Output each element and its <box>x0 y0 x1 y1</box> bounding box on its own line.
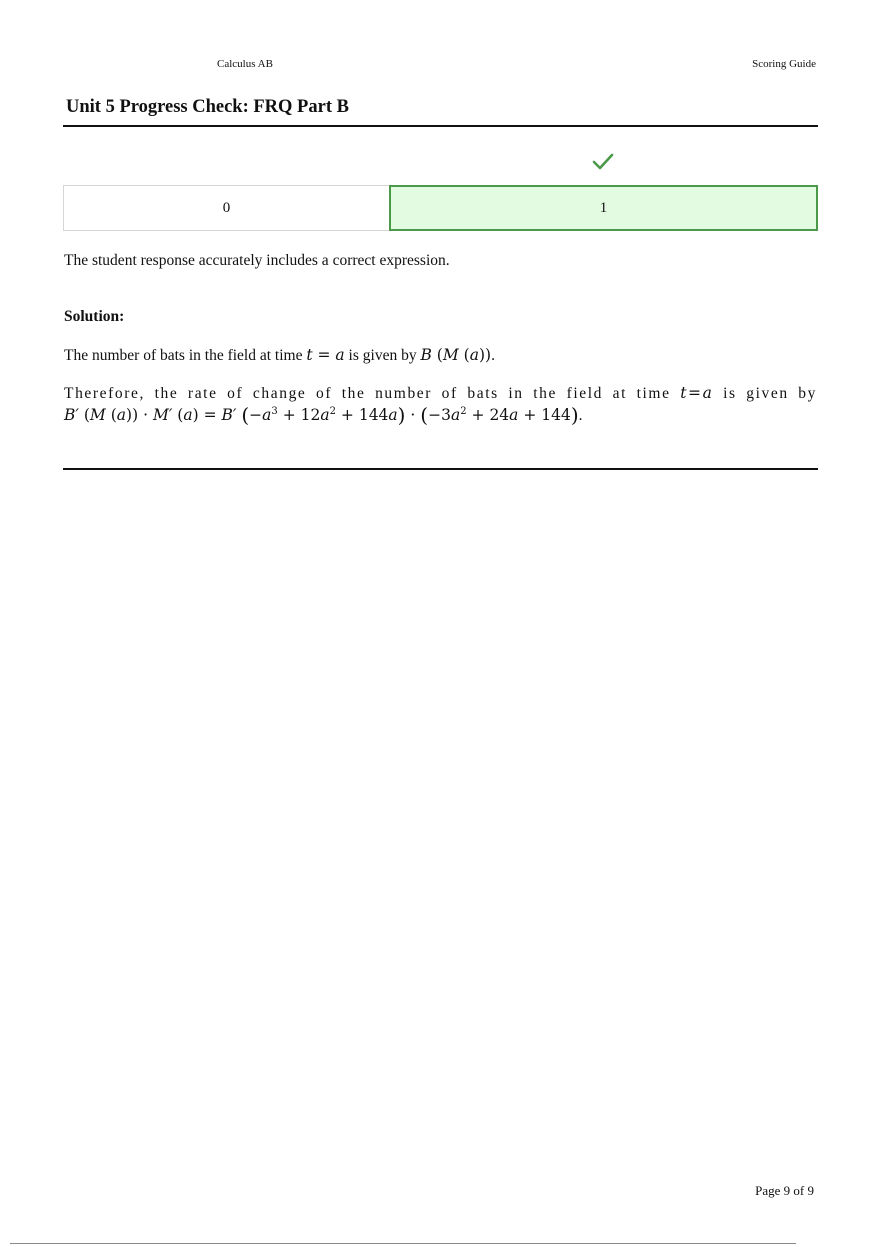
period: . <box>491 347 495 364</box>
score-selector <box>63 185 818 231</box>
rubric-description: The student response accurately includes a correct expression. <box>64 252 450 269</box>
math-derivative-expression: B′ (M (a)) · M′ (a) = B′ $(-a^3 + 12a^2 + 144a) \cdot (-3a^2 + 24a + 144)$ <box>64 403 579 427</box>
period-2: . <box>578 407 583 424</box>
solution-line-1-mid: is given by <box>348 347 417 364</box>
math-b-of-m-of-a: B (M (a)) <box>420 346 492 364</box>
solution-line-2 <box>64 383 817 404</box>
page-bottom-edge <box>10 1243 796 1244</box>
page-number: Page 9 of 9 <box>755 1183 814 1198</box>
math-t-equals-a: t = a <box>306 346 345 364</box>
math-t-equals-a-2: t=a <box>680 384 714 402</box>
solution-line-2-mid: is given by <box>723 385 817 402</box>
solution-line-1 <box>64 345 495 366</box>
solution-line-2-text: Therefore, the rate of change of the number of bats in the field at time <box>64 385 671 402</box>
course-name: Calculus AB <box>217 58 273 70</box>
section-divider <box>63 468 818 470</box>
solution-line-3-formula <box>64 405 583 426</box>
document-type: Scoring Guide <box>752 58 816 70</box>
solution-line-1-text: The number of bats in the field at time <box>64 347 303 364</box>
score-option-0[interactable]: 0 <box>63 185 389 231</box>
solution-heading: Solution: <box>64 308 125 325</box>
page-title: Unit 5 Progress Check: FRQ Part B <box>66 97 349 117</box>
checkmark-icon <box>591 152 615 172</box>
score-option-1-selected[interactable]: 1 <box>389 185 818 231</box>
title-divider <box>63 125 818 127</box>
